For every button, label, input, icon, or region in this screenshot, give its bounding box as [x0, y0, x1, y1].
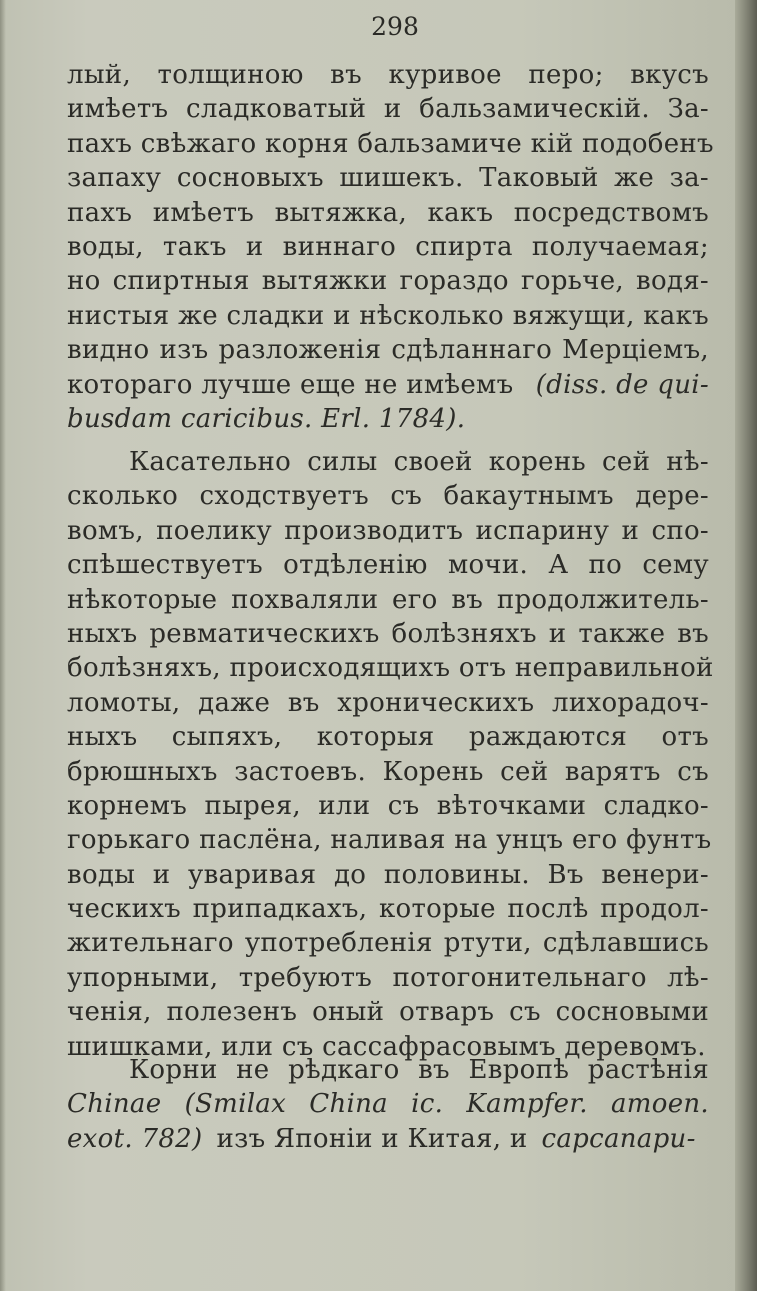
text-line: брюшныхъ застоевъ. Корень сей варятъ съ [67, 756, 709, 787]
paragraph-3 [67, 1053, 709, 1156]
citation-italic: (diss. de qui- [535, 369, 709, 400]
text-line: болѣзняхъ, происходящихъ отъ неправильной [67, 653, 714, 684]
text-plain: котораго лучше еще не имѣемъ [67, 369, 514, 400]
text-line: сколько сходствуетъ съ бакаутнымъ дере- [67, 481, 709, 512]
text-line: но спиртныя вытяжки гораздо горьче, водя- [67, 266, 709, 297]
text-line: запаху сосновыхъ шишекъ. Таковый же за- [67, 163, 709, 194]
term-italic: сарсапари- [541, 1123, 696, 1154]
text-line: лый, толщиною въ куривое перо; вкусъ [67, 60, 709, 90]
citation-italic: exot. 782) [67, 1123, 203, 1154]
citation-line: busdam caricibus. Erl. 1784). [67, 403, 466, 434]
page-number: 298 [371, 12, 419, 41]
text-line-mixed [67, 368, 709, 402]
text-line: ныхъ сыпяхъ, которыя раждаются отъ [67, 722, 709, 753]
text-line: вомъ, поелику производитъ испарину и спо- [67, 515, 709, 546]
text-line: корнемъ пырея, или съ вѣточками сладко- [67, 790, 709, 821]
text-line: Касательно силы своей корень сей нѣ- [129, 447, 709, 477]
text-line: нистыя же сладки и нѣсколько вяжущи, какъ [67, 300, 709, 331]
paragraph-1 [67, 58, 714, 436]
text-line: горькаго паслёна, наливая на унцъ его фунтъ [67, 825, 712, 856]
text-line: ломоты, даже въ хроническихъ лихорадоч- [67, 687, 709, 718]
text-line: спѣшествуетъ отдѣленію мочи. А по сему [67, 550, 709, 581]
citation-line: Chinae (Smilax China ic. Kampfer. amoen. [67, 1089, 709, 1120]
text-plain: изъ Японіи и Китая, и [216, 1123, 528, 1154]
text-line: жительнаго употребленія ртути, сдѣлавшись [67, 928, 709, 959]
text-line-mixed [67, 1122, 709, 1156]
text-line: нѣкоторые похваляли его въ продолжитель- [67, 584, 709, 615]
text-line: ческихъ припадкахъ, которые послѣ продол- [67, 894, 709, 925]
text-line: шишками, или съ сассафрасовымъ деревомъ. [67, 1031, 706, 1062]
text-line: Корни не рѣдкаго въ Европѣ растѣнія [129, 1055, 709, 1085]
page-right-edge [735, 0, 757, 1291]
text-line: упорными, требуютъ потогонительнаго лѣ- [67, 962, 709, 993]
text-line: пахъ имѣетъ вытяжка, какъ посредствомъ [67, 197, 709, 228]
text-line: видно изъ разложенія сдѣланнаго Мерціемъ, [67, 335, 709, 366]
text-line: имѣетъ сладковатый и бальзамическій. За- [67, 94, 709, 125]
text-line: воды, такъ и виннаго спирта получаемая; [67, 231, 709, 262]
text-line: ныхъ ревматическихъ болѣзняхъ и также въ [67, 618, 709, 649]
text-line: воды и уваривая до половины. Въ венери- [67, 859, 709, 890]
page-left-shadow [0, 0, 6, 1291]
text-line: пахъ свѣжаго корня бальзамиче кій подобенъ [67, 128, 714, 159]
text-line: ченія, полезенъ оный отваръ съ сосновыми [67, 997, 709, 1028]
paragraph-2 [67, 445, 714, 1064]
